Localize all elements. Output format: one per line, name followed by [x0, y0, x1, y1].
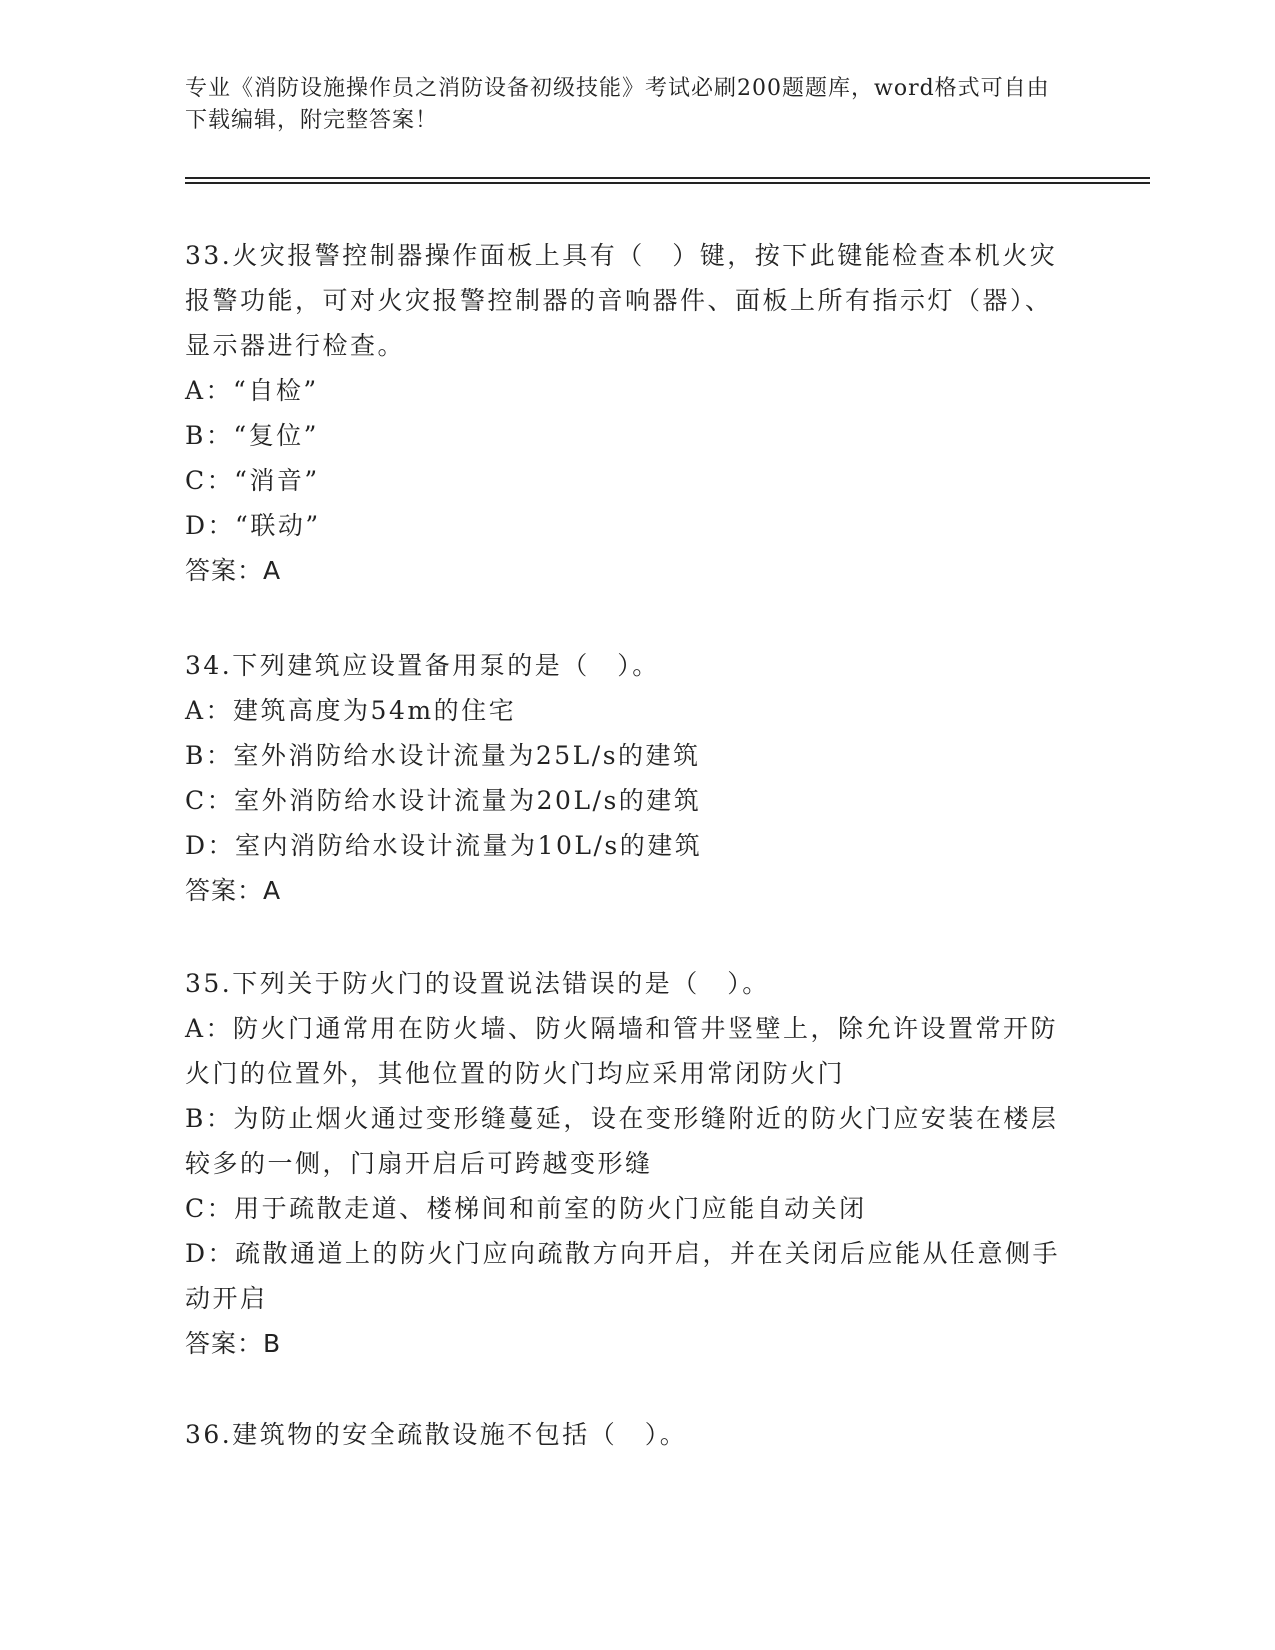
header-divider-top: [185, 177, 1150, 179]
question-stem: 33.火灾报警控制器操作面板上具有（ ）键，按下此键能检查本机火灾报警功能，可对火灾报警控制器的音响器件、面板上所有指示灯（器）、显示器进行检查。: [185, 241, 1058, 360]
answer: 答案：A: [185, 556, 282, 585]
option-d: D：“联动”: [185, 511, 321, 540]
option-c: C：“消音”: [185, 466, 320, 495]
option-a: A：防火门通常用在防火墙、防火隔墙和管井竖壁上，除允许设置常开防火门的位置外，其他位置的防火门均应采用常闭防火门: [185, 1014, 1059, 1088]
option-d: D：疏散通道上的防火门应向疏散方向开启，并在关闭后应能从任意侧手动开启: [185, 1239, 1061, 1313]
option-d: D：室内消防给水设计流量为10L/s的建筑: [185, 831, 703, 860]
option-b: B：室外消防给水设计流量为25L/s的建筑: [185, 741, 701, 770]
question-stem: 34.下列建筑应设置备用泵的是（ ）。: [185, 651, 660, 680]
option-c: C：用于疏散走道、楼梯间和前室的防火门应能自动关闭: [185, 1194, 867, 1223]
option-a: A：建筑高度为54m的住宅: [185, 696, 517, 725]
question-stem: 35.下列关于防火门的设置说法错误的是（ ）。: [185, 969, 770, 998]
option-c: C：室外消防给水设计流量为20L/s的建筑: [185, 786, 702, 815]
answer: 答案：B: [185, 1329, 282, 1358]
option-b: B：“复位”: [185, 421, 319, 450]
question-33: [185, 233, 1075, 593]
document-intro: 专业《消防设施操作员之消防设备初级技能》考试必刷200题题库，word格式可自由下载编辑，附完整答案！: [185, 76, 1050, 133]
option-b: B：为防止烟火通过变形缝蔓延，设在变形缝附近的防火门应安装在楼层较多的一侧，门扇开启后可跨越变形缝: [185, 1104, 1059, 1178]
answer: 答案：A: [185, 876, 282, 905]
question-34: [185, 643, 1075, 913]
option-a: A：“自检”: [185, 376, 319, 405]
header-divider-bottom: [185, 182, 1150, 184]
question-36: [185, 1412, 1075, 1457]
question-35: [185, 961, 1075, 1366]
question-stem: 36.建筑物的安全疏散设施不包括（ ）。: [185, 1420, 688, 1449]
